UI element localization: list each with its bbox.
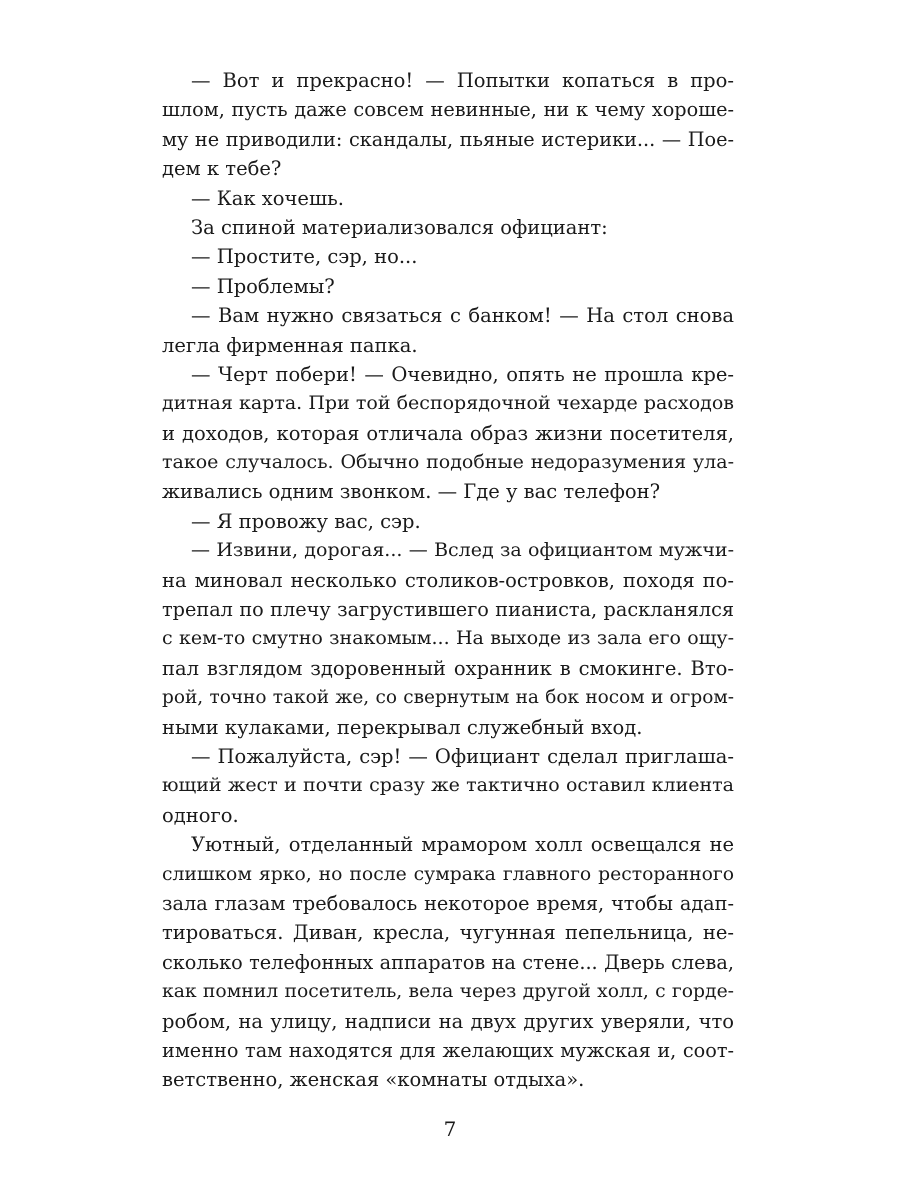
text-block <box>162 66 734 1095</box>
text-line: как помнил посетитель, вела через другой холл, с горде- <box>162 981 734 1003</box>
text-line: — Простите, сэр, но... <box>191 245 418 269</box>
text-line: — Извини, дорогая... — Вслед за официантом мужчи- <box>191 539 734 562</box>
text-line: дитная карта. При той беспорядочной чехарде расходов <box>162 392 734 415</box>
text-line: му не приводили: скандалы, пьяные истерики... — Пое- <box>162 127 734 151</box>
text-line: сколько телефонных аппаратов на стене... Дверь слева, <box>162 950 734 974</box>
text-line: ющий жест и почти сразу же тактично оставил клиента <box>162 774 734 797</box>
text-line: и доходов, которая отличала образ жизни посетителя, <box>162 421 734 445</box>
text-line: робом, на улицу, надписи на двух других уверяли, что <box>162 1009 734 1033</box>
text-line: — Вам нужно связаться с банком! — На стол снова <box>191 304 734 328</box>
text-line: живались одним звонком. — Где у вас телефон? <box>162 480 661 504</box>
text-line: дем к тебе? <box>162 157 282 181</box>
text-line: — Проблемы? <box>191 274 335 298</box>
text-line: легла фирменная папка. <box>162 333 418 357</box>
text-line: зала глазам требовалось некоторое время, чтобы адап- <box>162 891 734 915</box>
text-line: шлом, пусть даже совсем невинные, ни к чему хороше- <box>162 98 734 122</box>
text-line: с кем-то смутно знакомым... На выходе из зала его ощу- <box>162 627 734 650</box>
text-line: трепал по плечу загрустившего пианиста, раскланялся <box>162 598 734 622</box>
text-line: на миновал несколько столиков-островков, походя по- <box>162 568 734 592</box>
page-number: 7 <box>443 1117 457 1141</box>
page-body <box>162 66 734 1095</box>
text-line: пал взглядом здоровенный охранник в смокинге. Вто- <box>162 656 734 680</box>
text-line: ветственно, женская «комнаты отдыха». <box>162 1068 585 1092</box>
text-line: — Как хочешь. <box>191 186 344 210</box>
text-line: одного. <box>162 803 239 827</box>
text-line: слишком ярко, но после сумрака главного ресторанного <box>162 863 734 885</box>
text-line: рой, точно такой же, со свернутым на бок носом и огром- <box>162 687 734 709</box>
text-line: такое случалось. Обычно подобные недоразумения ула- <box>162 451 734 474</box>
text-line: ными кулаками, перекрывал служебный вход. <box>162 715 643 739</box>
text-line: именно там находятся для желающих мужская и, соот- <box>162 1038 734 1062</box>
text-line: — Вот и прекрасно! — Попытки копаться в про- <box>191 69 734 92</box>
text-line: Уютный, отделанный мрамором холл освещался не <box>191 833 734 857</box>
text-line: — Я провожу вас, сэр. <box>191 509 421 533</box>
text-line: За спиной материализовался официант: <box>191 215 608 239</box>
text-line: — Черт побери! — Очевидно, опять не прошла кре- <box>191 362 734 386</box>
text-line: — Пожалуйста, сэр! — Официант сделал приглаша- <box>191 744 734 768</box>
text-line: тироваться. Диван, кресла, чугунная пепельница, не- <box>162 921 734 945</box>
